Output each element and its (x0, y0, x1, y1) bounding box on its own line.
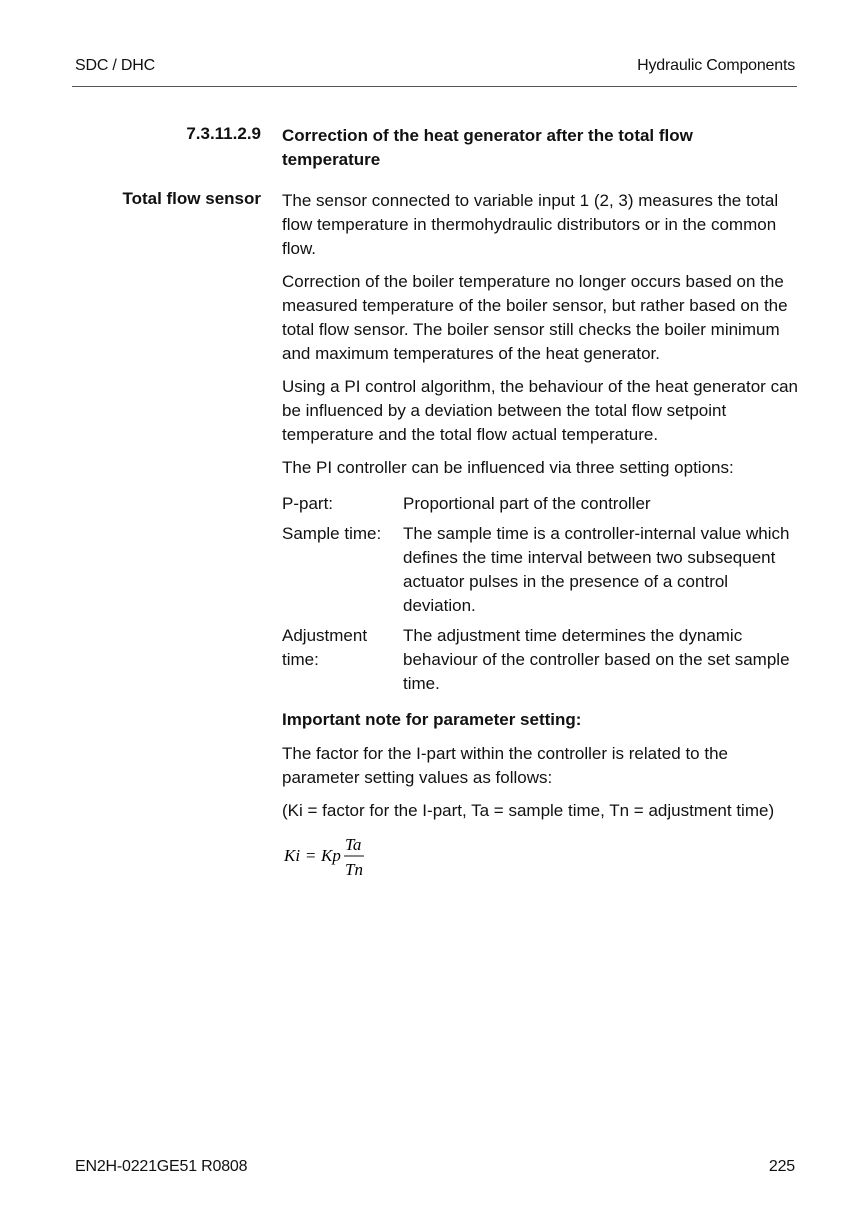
definition-adjustment-time (282, 624, 802, 696)
header-chapter: Hydraulic Components (637, 57, 795, 74)
important-heading: Important note for parameter setting: (282, 710, 582, 729)
formula-lhs: Ki (284, 846, 301, 865)
definition-term: P-part: (282, 494, 334, 513)
definition-list (282, 492, 802, 696)
paragraph-2 (282, 270, 802, 366)
definition-p-part (282, 492, 802, 516)
definition-term: Sample time: (282, 524, 382, 543)
paragraph-text: Correction of the boiler temperature no longer occurs based on the measured temperature of the boiler sensor, but rather based on the total flow sensor. The boiler sensor still checks the boiler minimum and maximum temperatures of the heat generator. (282, 272, 788, 363)
paragraph-3 (282, 375, 802, 447)
page-number: 225 (768, 1158, 795, 1175)
paragraph-text: Using a PI control algorithm, the behaviour of the heat generator can be influenced by a deviation between the total flow setpoint temperature and the total flow actual temperature. (282, 377, 798, 444)
formula-equals: = (306, 846, 316, 865)
header-rule (72, 86, 797, 87)
section-number: 7.3.11.2.9 (186, 124, 261, 143)
legend-text: (Ki = factor for the I-part, Ta = sample time, Tn = adjustment time) (282, 801, 775, 820)
definition-desc: The sample time is a controller-internal value which defines the time interval between two subsequent actuator pulses in the presence of a control deviation. (403, 524, 790, 615)
definition-desc: Proportional part of the controller (403, 494, 651, 513)
header-doc-id: SDC / DHC (75, 57, 155, 74)
formula (284, 834, 374, 880)
important-legend (282, 799, 822, 823)
paragraph-4 (282, 456, 802, 480)
side-label: Total flow sensor (122, 189, 261, 208)
paragraph-text: The factor for the I-part within the controller is related to the parameter setting values as follows: (282, 744, 728, 787)
footer-doc-code: EN2H-0221GE51 R0808 (75, 1158, 248, 1175)
important-text (282, 742, 802, 790)
definition-term: Adjustment time: (282, 626, 368, 669)
paragraph-text: The PI controller can be influenced via three setting options: (282, 458, 734, 477)
definition-sample-time (282, 522, 802, 618)
paragraph-1 (282, 189, 802, 261)
formula-svg (284, 834, 374, 880)
formula-denominator: Tn (345, 860, 363, 879)
formula-factor: Kp (321, 846, 341, 865)
definition-desc: The adjustment time determines the dynamic behaviour of the controller based on the set sample time. (403, 626, 790, 693)
section-title: Correction of the heat generator after the total flow temperature (282, 126, 693, 169)
paragraph-text: The sensor connected to variable input 1 (2, 3) measures the total flow temperature in thermohydraulic distributors or in the common flow. (282, 191, 779, 258)
formula-numerator: Ta (345, 835, 362, 854)
